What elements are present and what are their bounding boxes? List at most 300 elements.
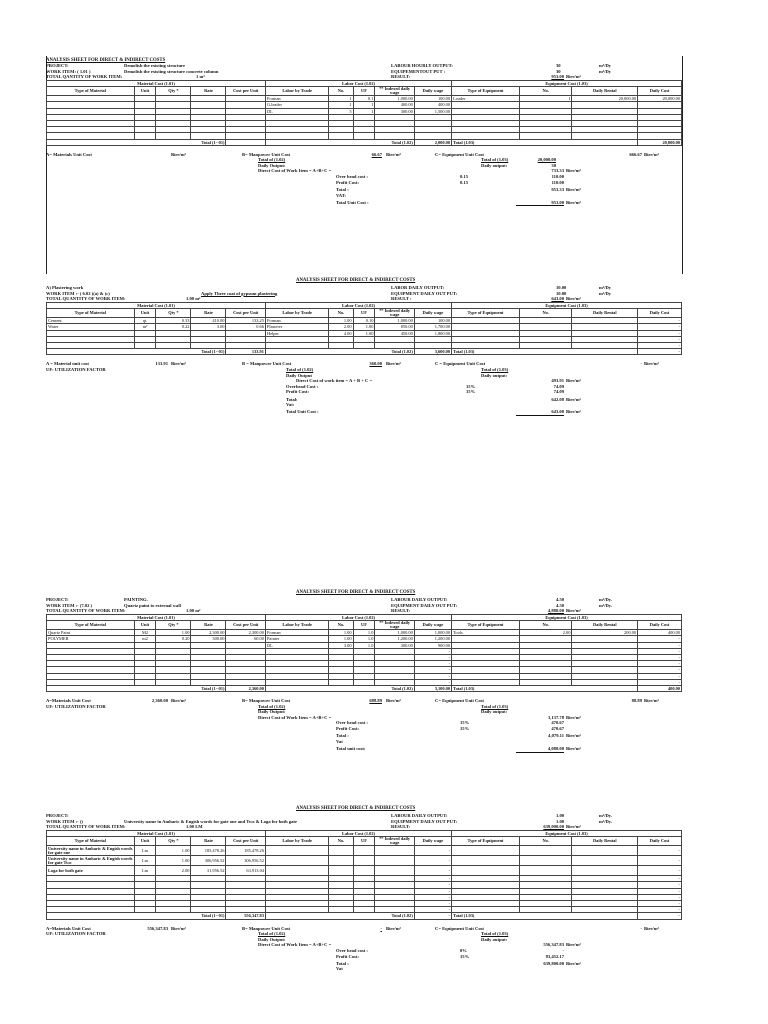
output1-value: 1.00: [556, 813, 565, 818]
unit-cost-value: 4,080.00: [516, 746, 564, 753]
result-unit: Birr/m³: [566, 74, 581, 79]
direct-cost-value: 493.91: [551, 378, 564, 384]
output1-label: LABOUR HOURLY OUTPUT:: [391, 63, 453, 68]
total-label: Total :: [336, 186, 349, 192]
col-header-no: No.: [329, 309, 353, 318]
labor-total-value: 2,000.00: [414, 139, 451, 145]
equipment-total-value: 20,000.00: [537, 157, 556, 163]
labor-wage: 1,000.00: [375, 318, 414, 324]
quantity-label: TOTAL QUANTITY OF WORK ITEM:: [46, 824, 126, 829]
col-header-rental: Daily Rental: [572, 837, 638, 846]
profit-label: Profit Cost:: [336, 179, 360, 185]
material-qty: 1.00: [156, 630, 191, 636]
material-cost: 133.25: [226, 318, 265, 324]
table-row: DL 3.00 1.0 300.00 900.00 -: [47, 642, 682, 648]
labor-no: 3.00: [329, 642, 353, 648]
col-header-daily-cost: Daily Cost: [638, 309, 682, 318]
table-row: - -: [47, 654, 682, 660]
labor-total-of: Total of (1.02): [258, 931, 286, 937]
labor-daily: 1,200.00: [414, 636, 451, 642]
output2-unit: m³/Dy: [599, 68, 612, 74]
profit-percent: 15%: [460, 726, 470, 732]
result-unit: Birr/m²: [566, 608, 581, 613]
col-header-uf: UF: [353, 621, 375, 630]
c-unit: Birr/m²: [644, 698, 659, 704]
equipment-total-value: 400.00: [638, 685, 682, 691]
col-header-trade: Labor by Trade: [265, 621, 328, 630]
totals-row: [47, 685, 682, 691]
s2-analysis-sheet: [46, 278, 682, 449]
work-item-label: WORK ITEM: ( 1.01 ): [46, 68, 91, 74]
col-header-unit: Unit: [134, 837, 156, 846]
quantity-value: 1 m³: [196, 74, 205, 79]
material-cost: 185,478.26: [226, 846, 265, 856]
uf-label: UF: UTILIZATION FACTOR: [46, 366, 106, 372]
table-row: - -: [47, 888, 682, 894]
material-total-label: Total (1--01): [47, 913, 226, 919]
result-value: 4,880.00: [547, 608, 564, 613]
col-header-uf: UF: [353, 87, 375, 96]
c-unit: Birr/m²: [644, 361, 659, 367]
total-label: Total :: [336, 733, 349, 739]
labor-uf: 1: [353, 108, 375, 114]
material-rate: 2,300.00: [191, 630, 226, 636]
labor-total-value: 3,600.00: [414, 349, 451, 355]
labor-cost-header: Labor Cost (1.02): [265, 615, 451, 621]
material-rate: 31,956.52: [191, 866, 226, 876]
equipment-total-value: 20,000.00: [638, 139, 682, 145]
col-header-daily-wage: Daily wage: [414, 87, 451, 96]
material-rate: 306,956.52: [191, 856, 226, 866]
a-value: 2,360.00: [151, 698, 168, 704]
equipment-daily-output: Daily output:: [481, 372, 508, 378]
equipment-total-of: Total of (1.03): [481, 931, 509, 937]
table-row: - -: [47, 907, 682, 913]
direct-cost-unit: Birr/m³: [566, 168, 581, 174]
a-unit: Birr/m²: [171, 698, 186, 704]
total-unit: Birr/m³: [566, 186, 581, 192]
profit-value: 83,452.17: [545, 953, 564, 959]
a-label: A=Materials Unit Cost: [46, 925, 91, 931]
equipment-daily-output: Daily output:: [481, 162, 508, 168]
col-header-type-mat: Type of Material: [47, 837, 135, 846]
col-header-daily-cost: Daily Cost: [638, 621, 682, 630]
overhead-percent: 0.15: [460, 174, 469, 180]
material-cost: 63,913.04: [226, 866, 265, 876]
labor-daily-output: Daily Output:: [258, 709, 286, 715]
labor-uf: 1.00: [353, 324, 375, 330]
s4-analysis-sheet: [46, 806, 682, 984]
overhead-value: 110.00: [551, 174, 564, 180]
output2-label: EQUIPMENT DAILY OUT PUT:: [391, 290, 458, 296]
col-header-daily-cost: Daily Cost: [638, 87, 682, 96]
table-row: - -: [47, 882, 682, 888]
equipment-type: Loader: [452, 96, 520, 102]
table-row: - -: [47, 894, 682, 900]
work-item-label: WORK ITEM :- (): [46, 818, 83, 824]
a-value: 133.91: [155, 361, 168, 367]
col-header-cost-unit: Cost per Unit: [226, 621, 265, 630]
table-row: - -: [47, 673, 682, 679]
work-item-value: Quartz paint to external wall: [124, 602, 181, 608]
table-row: University name in Amharic & Engish words for gate Two Lm 1.00 306,956.52 306,956.52 - -: [48, 855, 680, 865]
labor-daily: 1,700.00: [414, 324, 451, 330]
direct-cost-unit: Birr/m²: [566, 378, 581, 384]
labor-wage: 300.00: [375, 642, 414, 648]
b-unit: Birr/m²: [386, 925, 401, 931]
sheet1-right-rule: [682, 56, 683, 274]
total-unit: Birr/m²: [566, 396, 581, 402]
overhead-value: 470.67: [551, 720, 564, 726]
c-label: C= Equipment Unit Cost: [435, 698, 484, 704]
output1-value: 10.00: [556, 285, 567, 290]
material-total-value: 133.91: [226, 349, 265, 355]
col-header-type-eq: Type of Equipment: [452, 837, 520, 846]
labor-uf: 0.1: [353, 96, 375, 102]
table-row: University name in Amharic & Engish words for gate one Lm 1.00 185,478.26 185,478.26 - -: [48, 845, 680, 855]
unit-cost-label: Total Unit Cost :: [336, 199, 369, 205]
material-unit: qt.: [134, 318, 156, 324]
b-value: 360.00: [369, 361, 382, 367]
col-header-rate: Rate: [191, 621, 226, 630]
table-row: Cement qt. 0.33 410.00 133.25 Forman 1.00 0.10 1,000.00 100.00 -: [48, 318, 680, 324]
col-header-daily-wage: Daily wage: [414, 837, 451, 846]
result-label: RESULT :: [391, 296, 412, 301]
material-qty: 1.00: [156, 846, 191, 856]
a-label: A= Materials Unit Cost: [46, 151, 92, 157]
labor-cost-header: Labor Cost (1.02): [265, 303, 451, 309]
overhead-label: Over head cost :: [336, 947, 368, 953]
unit-cost-label: Total unit cost:: [336, 746, 366, 752]
output1-unit: m³/Dy: [599, 63, 612, 68]
b-unit: Birr/m³: [386, 151, 401, 157]
c-value: -: [640, 361, 642, 367]
result-label: RESULT:: [391, 608, 411, 613]
equipment-no: 1: [519, 96, 572, 102]
unit-cost-unit: Birr/m²: [566, 409, 581, 415]
work-item-label: WORK ITEM :- ( 6.02 )(a) & (c): [46, 290, 110, 296]
labor-daily: 1,500.00: [414, 108, 451, 114]
equipment-cost-header: Equipment Cost (1.03): [452, 81, 682, 87]
equipment-total-value: -: [638, 913, 682, 919]
total-label: Total:: [286, 396, 298, 402]
material-total-label: Total (1--01): [47, 139, 226, 145]
labor-trade: Forman: [265, 96, 328, 102]
profit-label: Profit Cost:: [336, 726, 360, 732]
totals-row: [47, 139, 682, 145]
material-type: Cement: [47, 318, 135, 324]
labor-wage: 450.00: [375, 330, 414, 336]
b-unit: Birr/m²: [386, 361, 401, 367]
col-header-no: No.: [329, 621, 353, 630]
material-unit: Lm: [134, 846, 156, 856]
table-row: - -: [47, 648, 682, 654]
vat-label: Vat: [336, 738, 343, 744]
uf-label: UF: UTILIZATION FACTOR: [46, 703, 106, 709]
overhead-percent: 15%: [466, 383, 476, 389]
labor-uf: 1.00: [353, 330, 375, 336]
col-header-wage: ** Indexed daily wage: [375, 837, 414, 846]
cost-table: [46, 80, 682, 146]
labor-total-label: Total (1.02): [265, 913, 414, 919]
equipment-cost-header: Equipment Cost (1.03): [452, 831, 682, 837]
table-row: Water m³ 0.22 3.00 0.66 Plasterer 2.00 1.00 850.00 1,700.00 -: [48, 324, 680, 330]
col-header-no: No.: [329, 837, 353, 846]
material-cost-header: Material Cost (1.01): [47, 615, 266, 621]
profit-percent: 15%: [466, 389, 476, 395]
b-value: 66.67: [371, 151, 382, 157]
s1-analysis-sheet: [46, 58, 682, 230]
output2-value: 30: [556, 68, 561, 74]
cost-table: [46, 830, 682, 920]
overhead-value: 74.09: [553, 383, 564, 389]
direct-cost-value: 556,347.83: [543, 942, 564, 948]
col-header-eq-no: No.: [519, 309, 572, 318]
c-value: 88.89: [631, 698, 642, 704]
vat-label: Vat: [336, 966, 343, 972]
labor-total-label: Total (1.02): [265, 685, 414, 691]
material-unit: m³: [134, 324, 156, 330]
col-header-cost-unit: Cost per Unit: [226, 309, 265, 318]
equipment-total-label: Total (1.03): [452, 139, 638, 145]
material-total-value: 2,360.00: [226, 685, 265, 691]
labor-wage: 300.00: [375, 108, 414, 114]
equipment-type: Tools: [452, 630, 520, 636]
col-header-type-eq: Type of Equipment: [452, 87, 520, 96]
labor-total-value: 3,100.00: [414, 685, 451, 691]
labor-total-value: -: [414, 913, 451, 919]
material-cost-header: Material Cost (1.01): [47, 81, 266, 87]
quantity-label: TOTAL QUANTITY OF WORK ITEM:: [46, 608, 126, 613]
material-rate: 185,478.26: [191, 846, 226, 856]
project-label: A) Plastering work: [46, 285, 84, 290]
col-header-cost-unit: Cost per Unit: [226, 87, 265, 96]
labor-daily: 100.00: [414, 96, 451, 102]
labor-trade: Forman: [265, 318, 328, 324]
result-label: RESULT:: [391, 824, 411, 829]
labor-daily: 900.00: [414, 642, 451, 648]
labor-uf: 1.0: [353, 642, 375, 648]
c-unit: Birr/m²: [644, 925, 659, 931]
labor-trade: DL: [265, 108, 328, 114]
labor-daily: 100.00: [414, 318, 451, 324]
overhead-percent: 0%: [460, 947, 467, 953]
b-value: -: [380, 925, 382, 931]
equipment-total-of: Total of (1.03): [481, 703, 509, 709]
output1-value: 30: [556, 63, 561, 68]
labor-total-of: Total of (1.02): [258, 703, 286, 709]
c-value: -: [640, 925, 642, 931]
quantity-value: 1.00 m²: [186, 296, 201, 301]
material-qty: 0.22: [156, 324, 191, 330]
table-row: - -: [47, 661, 682, 667]
material-cost: 60.00: [226, 636, 265, 642]
equipment-rental: 20,000.00: [572, 96, 638, 102]
material-qty: 1.00: [156, 856, 191, 866]
col-header-type-mat: Type of Material: [47, 309, 135, 318]
material-type: University name in Amharic & Engish words for gate Two: [48, 855, 133, 865]
material-cost-header: Material Cost (1.01): [47, 831, 266, 837]
output1-value: 4.50: [556, 597, 565, 602]
work-item-label: WORK ITEM :- (7.02 ): [46, 602, 93, 608]
material-cost-header: Material Cost (1.01): [47, 303, 266, 309]
output1-unit: m²/Dy.: [599, 813, 612, 818]
equipment-cost-header: Equipment Cost (1.03): [452, 615, 682, 621]
material-unit: Lm: [134, 856, 156, 866]
a-unit: Birr/m²: [171, 925, 186, 931]
output1-unit: m²/Dy.: [599, 597, 612, 602]
total-value: 642.08: [551, 396, 564, 402]
overhead-label: Over head cost :: [336, 720, 368, 726]
material-qty: 2.00: [156, 866, 191, 876]
material-rate: 300.00: [191, 636, 226, 642]
work-item-value: Apply Three coat of gypsum plastering: [201, 290, 278, 296]
col-header-rental: Daily Rental: [572, 621, 638, 630]
unit-cost-value: 953.00: [516, 200, 564, 207]
table-row: POLYMER m2 0.20 300.00 60.00 Painter 1.00 1.0 1,200.00 1,200.00 -: [48, 636, 680, 642]
equipment-daily-value: 30: [551, 162, 556, 168]
direct-cost-label: Direct Cost of Work Item = A+B+C =: [258, 714, 332, 720]
direct-cost-unit: Birr/m²: [566, 714, 581, 720]
col-header-type-mat: Type of Material: [47, 87, 135, 96]
labor-daily-output: Daily Output:: [258, 936, 286, 942]
col-header-eq-no: No.: [519, 837, 572, 846]
material-qty: 0.20: [156, 636, 191, 642]
profit-percent: 0.15: [460, 179, 469, 185]
col-header-wage: ** Indexed daily wage: [375, 309, 414, 318]
output2-value: 1.00: [556, 818, 565, 824]
c-label: C= Equipment Unit Cost: [435, 151, 484, 157]
direct-cost-label: Direct Cost of work item = A + B + C =: [296, 378, 373, 384]
a-value: 556,347.83: [147, 925, 168, 931]
labor-daily: 1,000.00: [414, 630, 451, 636]
col-header-daily-wage: Daily wage: [414, 309, 451, 318]
result-unit: Birr/m²: [566, 296, 581, 301]
equipment-daily-output: Daily output:: [481, 709, 508, 715]
cost-table: [46, 614, 682, 692]
project-value: Demolish the existing structure: [124, 63, 186, 68]
col-header-type-mat: Type of Material: [47, 621, 135, 630]
labor-no: 1.00: [329, 318, 353, 324]
col-header-wage: ** Indexed daily wage: [375, 621, 414, 630]
quantity-value: 1.00 m²: [186, 608, 201, 613]
col-header-unit: Unit: [134, 87, 156, 96]
b-label: B= Manpower Unit Cost: [242, 151, 291, 157]
equipment-total-label: Total (1.03): [452, 685, 638, 691]
col-header-trade: Labor by Trade: [265, 87, 328, 96]
total-unit: Birr/m²: [566, 960, 581, 966]
labor-cost-header: Labor Cost (1.02): [265, 81, 451, 87]
labor-daily: 1,800.00: [414, 330, 451, 336]
labor-no: 1.00: [329, 630, 353, 636]
output2-value: 4.50: [556, 602, 565, 608]
col-header-qty: Qty *: [156, 621, 191, 630]
labor-trade: Forman: [265, 630, 328, 636]
table-row: - -: [47, 900, 682, 906]
b-value: 688.89: [369, 698, 382, 704]
labor-total-of: Total of (1.02): [258, 157, 286, 163]
col-header-no: No.: [329, 87, 353, 96]
direct-cost-value: 3,137.78: [547, 714, 564, 720]
labor-trade: Painter: [265, 636, 328, 642]
labor-trade: Plasterer: [265, 324, 328, 330]
unit-cost-value: 643.00: [516, 409, 564, 416]
labor-trade: G.leader: [265, 102, 328, 108]
col-header-trade: Labor by Trade: [265, 309, 328, 318]
totals-row: [47, 349, 682, 355]
project-value: PAINTING.: [124, 597, 148, 602]
table-row: - -: [47, 667, 682, 673]
material-unit: m2: [134, 636, 156, 642]
quantity-value: 1.00 LM: [186, 824, 203, 829]
material-cost: 2,300.00: [226, 630, 265, 636]
labor-uf: 1.0: [353, 636, 375, 642]
uf-label: UF: UTILIZATION FACTOR: [46, 931, 106, 937]
labor-no: 5: [329, 108, 353, 114]
material-type: University name in Amharic & Engish words for gate one: [48, 845, 133, 855]
equipment-total-label: Total (1.03): [452, 913, 638, 919]
labor-no: 1: [329, 102, 353, 108]
vat-label: Vat:: [286, 402, 295, 408]
material-cost: 0.66: [226, 324, 265, 330]
labor-wage: 400.00: [375, 102, 414, 108]
col-header-eq-no: No.: [519, 87, 572, 96]
material-qty: 0.33: [156, 318, 191, 324]
overhead-label: Over head cost :: [336, 174, 368, 180]
labor-daily-output: Daily Output:: [258, 162, 286, 168]
output2-label: EQUIPMENT DAILY OUT PUT:: [391, 602, 458, 608]
table-row: -: [47, 342, 682, 348]
col-header-rental: Daily Rental: [572, 309, 638, 318]
col-header-type-eq: Type of Equipment: [452, 309, 520, 318]
col-header-qty: Qty *: [156, 87, 191, 96]
a-unit: Birr/m³: [171, 151, 186, 157]
table-row: -: [47, 336, 682, 342]
sheet-title: ANALYSIS SHEET FOR DIRECT & INDIRECT COSTS: [296, 278, 416, 283]
material-unit: M2: [134, 630, 156, 636]
col-header-trade: Labor by Trade: [265, 837, 328, 846]
output2-unit: m²/Dy.: [599, 602, 612, 608]
output2-label: EQUIPMENT DAILY OUT PUT:: [391, 818, 458, 824]
direct-cost-unit: Birr/m²: [566, 942, 581, 948]
unit-cost-unit: Birr/m³: [566, 199, 581, 205]
table-row: - -: [47, 679, 682, 685]
totals-row: [47, 913, 682, 919]
project-label: PROJECT:: [46, 813, 69, 818]
direct-cost-value: 733.33: [551, 168, 564, 174]
unit-cost-label: Total Unit Cost :: [286, 409, 319, 415]
overhead-label: Overhead Cost :: [286, 383, 319, 389]
material-unit: Lm: [134, 866, 156, 876]
sheet-title: ANALYSIS SHEET FOR DIRECT & INDIRECT COSTS: [46, 58, 166, 63]
material-total-value: 556,347.83: [226, 913, 265, 919]
labor-no: 1.00: [329, 636, 353, 642]
equipment-daily-output: Daily output:: [481, 936, 508, 942]
col-header-uf: UF: [353, 837, 375, 846]
sheet-title: ANALYSIS SHEET FOR DIRECT & INDIRECT COSTS: [296, 590, 416, 595]
profit-label: Profit Cost:: [286, 389, 310, 395]
quantity-label: TOTAL QUANTITY OF WORK ITEM:: [46, 296, 126, 301]
output1-label: LABOUR DAILY OUTPUT:: [391, 813, 448, 818]
labor-trade: DL: [265, 642, 328, 648]
labor-uf: 0.10: [353, 318, 375, 324]
col-header-type-eq: Type of Equipment: [452, 621, 520, 630]
material-rate: 3.00: [191, 324, 226, 330]
profit-label: Profit Cost:: [336, 953, 360, 959]
result-label: RESULT:: [391, 74, 411, 79]
result-value: 953.00: [551, 74, 564, 79]
output1-label: LABOUR DAILY OUTPUT:: [391, 597, 448, 602]
